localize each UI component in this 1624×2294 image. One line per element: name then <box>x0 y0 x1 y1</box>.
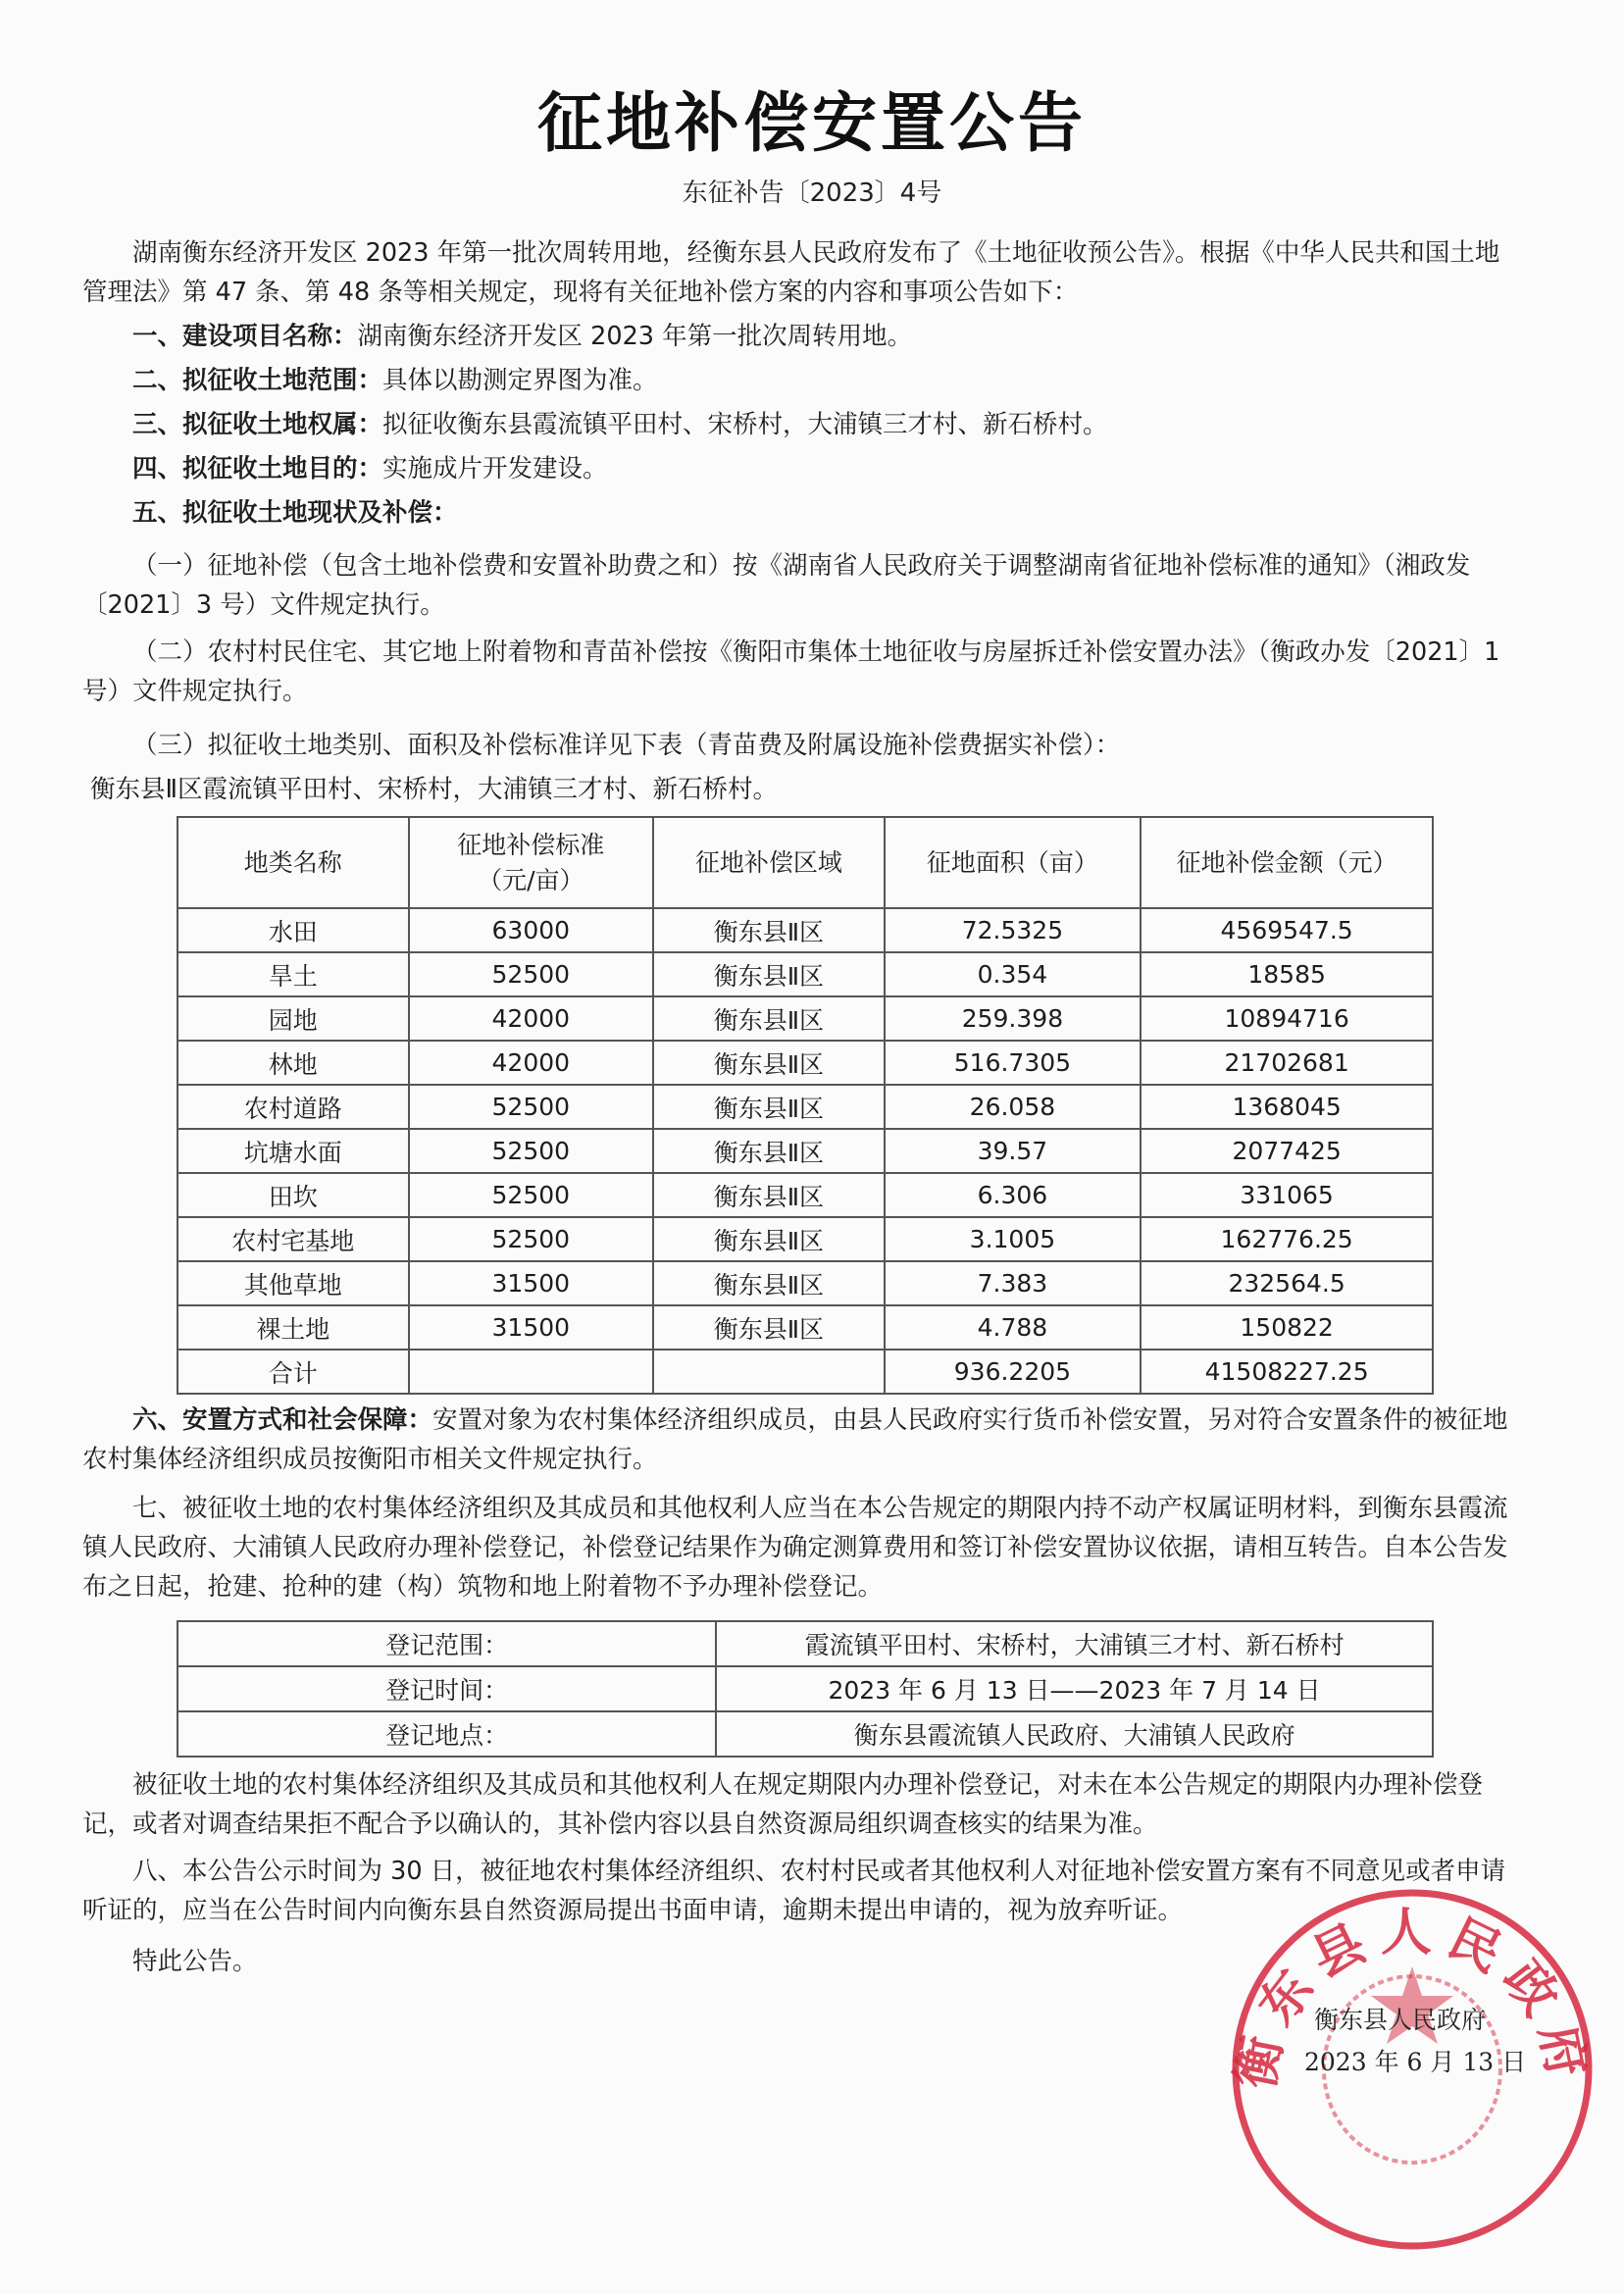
registration-row <box>178 1666 1433 1711</box>
header-standard-line1: 征地补偿标准 <box>457 830 605 859</box>
section-7: 七、被征收土地的农村集体经济组织及其成员和其他权利人应当在本公告规定的期限内持不动产权属证明材料，到衡东县霞流镇人民政府、大浦镇人民政府办理补偿登记，补偿登记结果作为确定测算费用和签订补偿安置协议依据，请相互转告。自本公告发布之日起，抢建、抢种的建（构）筑物和地上附着物不予办理补偿登记。 <box>82 1494 1508 1602</box>
cell-area: 516.7305 <box>885 1041 1142 1085</box>
section-1-label: 一、建设项目名称： <box>132 322 358 351</box>
cell-standard: 42000 <box>409 996 654 1041</box>
cell-area: 4.788 <box>885 1305 1142 1350</box>
cell-area: 6.306 <box>885 1173 1142 1217</box>
document-number: 东征补告〔2023〕4号 <box>682 178 942 208</box>
table-row <box>178 1305 1433 1350</box>
cell-amount: 4569547.5 <box>1141 908 1433 952</box>
registration-value: 衡东县霞流镇人民政府、大浦镇人民政府 <box>716 1711 1433 1757</box>
section-5-item-2: （二）农村村民住宅、其它地上附着物和青苗补偿按《衡阳市集体土地征收与房屋拆迁补偿安置办法》（衡政办发〔2021〕1 号）文件规定执行。 <box>82 637 1500 706</box>
intro-paragraph: 湖南衡东经济开发区 2023 年第一批次周转用地，经衡东县人民政府发布了《土地征收预公告》。根据《中华人民共和国土地管理法》第 47 条、第 48 条等相关规定，现将有关征地补偿方案的内容和事项公告如下： <box>82 238 1500 307</box>
cell-land-type: 园地 <box>178 996 409 1041</box>
cell-standard: 31500 <box>409 1305 654 1350</box>
cell-land-type: 农村宅基地 <box>178 1217 409 1261</box>
total-label: 合计 <box>178 1350 409 1394</box>
table-header-row <box>178 817 1433 908</box>
cell-standard: 42000 <box>409 1041 654 1085</box>
cell-region: 衡东县Ⅱ区 <box>653 908 885 952</box>
cell-region: 衡东县Ⅱ区 <box>653 996 885 1041</box>
cell-standard: 52500 <box>409 1085 654 1129</box>
cell-amount: 162776.25 <box>1141 1217 1433 1261</box>
cell-land-type: 其他草地 <box>178 1261 409 1305</box>
section-4-label: 四、拟征收土地目的： <box>132 454 383 484</box>
header-region: 征地补偿区域 <box>653 817 885 908</box>
cell-amount: 21702681 <box>1141 1041 1433 1085</box>
section-2-text: 具体以勘测定界图为准。 <box>382 366 658 395</box>
table-row <box>178 1217 1433 1261</box>
cell-region: 衡东县Ⅱ区 <box>653 1217 885 1261</box>
cell-area: 0.354 <box>885 952 1142 996</box>
cell-amount: 232564.5 <box>1141 1261 1433 1305</box>
section-1 <box>82 317 1522 356</box>
cell-region: 衡东县Ⅱ区 <box>653 1261 885 1305</box>
header-amount: 征地补偿金额（元） <box>1141 817 1433 908</box>
cell-region: 衡东县Ⅱ区 <box>653 1305 885 1350</box>
registration-note: 被征收土地的农村集体经济组织及其成员和其他权利人在规定期限内办理补偿登记，对未在本公告规定的期限内办理补偿登记，或者对调查结果拒不配合予以确认的，其补偿内容以县自然资源局组织调查核实的结果为准。 <box>82 1770 1484 1839</box>
table-row <box>178 1085 1433 1129</box>
section-6-label: 六、安置方式和社会保障： <box>132 1405 433 1435</box>
cell-land-type: 裸土地 <box>178 1305 409 1350</box>
cell-land-type: 旱土 <box>178 952 409 996</box>
registration-value: 霞流镇平田村、宋桥村，大浦镇三才村、新石桥村 <box>716 1621 1433 1666</box>
registration-row <box>178 1621 1433 1666</box>
total-area: 936.2205 <box>885 1350 1142 1394</box>
cell-region: 衡东县Ⅱ区 <box>653 952 885 996</box>
total-region <box>653 1350 885 1394</box>
cell-amount: 150822 <box>1141 1305 1433 1350</box>
total-amount: 41508227.25 <box>1141 1350 1433 1394</box>
section-6-text: 安置对象为农村集体经济组织成员，由县人民政府实行货币补偿安置，另对符合安置条件的被征地农村集体经济组织成员按衡阳市相关文件规定执行。 <box>82 1405 1508 1474</box>
closing-text: 特此公告。 <box>132 1947 258 1976</box>
cell-amount: 331065 <box>1141 1173 1433 1217</box>
cell-region: 衡东县Ⅱ区 <box>653 1085 885 1129</box>
table-row <box>178 952 1433 996</box>
total-standard <box>409 1350 654 1394</box>
table-row <box>178 908 1433 952</box>
cell-region: 衡东县Ⅱ区 <box>653 1173 885 1217</box>
section-5-label: 五、拟征收土地现状及补偿： <box>132 498 458 528</box>
table-row <box>178 1261 1433 1305</box>
seal-text-path: 衡东县人民政府 <box>1225 1903 1599 2094</box>
section-5-item-1: （一）征地补偿（包含土地补偿费和安置补助费之和）按《湖南省人民政府关于调整湖南省征地补偿标准的通知》（湘政发〔2021〕3 号）文件规定执行。 <box>82 551 1471 620</box>
header-area: 征地面积（亩） <box>885 817 1142 908</box>
section-3 <box>82 405 1522 444</box>
registration-row <box>178 1711 1433 1757</box>
registration-label: 登记地点： <box>178 1711 716 1757</box>
cell-standard: 52500 <box>409 1173 654 1217</box>
cell-standard: 31500 <box>409 1261 654 1305</box>
registration-table <box>177 1620 1434 1758</box>
registration-label: 登记时间： <box>178 1666 716 1711</box>
section-3-text: 拟征收衡东县霞流镇平田村、宋桥村，大浦镇三才村、新石桥村。 <box>382 410 1108 439</box>
header-standard <box>409 817 654 908</box>
cell-area: 7.383 <box>885 1261 1142 1305</box>
cell-area: 26.058 <box>885 1085 1142 1129</box>
section-1-text: 湖南衡东经济开发区 2023 年第一批次周转用地。 <box>357 322 913 351</box>
cell-amount: 10894716 <box>1141 996 1433 1041</box>
cell-land-type: 林地 <box>178 1041 409 1085</box>
cell-area: 39.57 <box>885 1129 1142 1173</box>
table-total-row <box>178 1350 1433 1394</box>
header-land-type: 地类名称 <box>178 817 409 908</box>
header-standard-line2: （元/亩） <box>478 865 584 894</box>
section-6 <box>82 1401 1522 1479</box>
table-row <box>178 996 1433 1041</box>
table-row <box>178 1173 1433 1217</box>
section-5-item-3: （三）拟征收土地类别、面积及补偿标准详见下表（青苗费及附属设施补偿费据实补偿）： <box>132 731 1121 760</box>
issuer-name: 衡东县人民政府 <box>1314 2006 1487 2034</box>
cell-land-type: 坑塘水面 <box>178 1129 409 1173</box>
cell-region: 衡东县Ⅱ区 <box>653 1129 885 1173</box>
registration-value: 2023 年 6 月 13 日——2023 年 7 月 14 日 <box>716 1666 1433 1711</box>
cell-land-type: 水田 <box>178 908 409 952</box>
section-2-label: 二、拟征收土地范围： <box>132 366 383 395</box>
section-4 <box>82 449 1522 488</box>
cell-area: 259.398 <box>885 996 1142 1041</box>
cell-land-type: 农村道路 <box>178 1085 409 1129</box>
table-row <box>178 1041 1433 1085</box>
cell-standard: 52500 <box>409 952 654 996</box>
registration-label: 登记范围： <box>178 1621 716 1666</box>
section-8: 八、本公告公示时间为 30 日，被征地农村集体经济组织、农村村民或者其他权利人对征地补偿安置方案有不同意见或者申请听证的，应当在公告时间内向衡东县自然资源局提出书面申请，逾期未提出申请的，视为放弃听证。 <box>82 1857 1506 1925</box>
cell-standard: 52500 <box>409 1217 654 1261</box>
section-3-label: 三、拟征收土地权属： <box>132 410 383 439</box>
page-title: 征地补偿安置公告 <box>537 84 1087 161</box>
section-5-area: 衡东县Ⅱ区霞流镇平田村、宋桥村，大浦镇三才村、新石桥村。 <box>90 775 779 804</box>
issue-date: 2023 年 6 月 13 日 <box>1304 2048 1527 2076</box>
cell-area: 72.5325 <box>885 908 1142 952</box>
section-4-text: 实施成片开发建设。 <box>382 454 608 484</box>
table-row <box>178 1129 1433 1173</box>
cell-amount: 18585 <box>1141 952 1433 996</box>
land-compensation-table <box>177 816 1434 1395</box>
section-2 <box>82 361 1522 400</box>
cell-area: 3.1005 <box>885 1217 1142 1261</box>
cell-amount: 1368045 <box>1141 1085 1433 1129</box>
cell-region: 衡东县Ⅱ区 <box>653 1041 885 1085</box>
cell-standard: 52500 <box>409 1129 654 1173</box>
cell-standard: 63000 <box>409 908 654 952</box>
cell-amount: 2077425 <box>1141 1129 1433 1173</box>
cell-land-type: 田坎 <box>178 1173 409 1217</box>
